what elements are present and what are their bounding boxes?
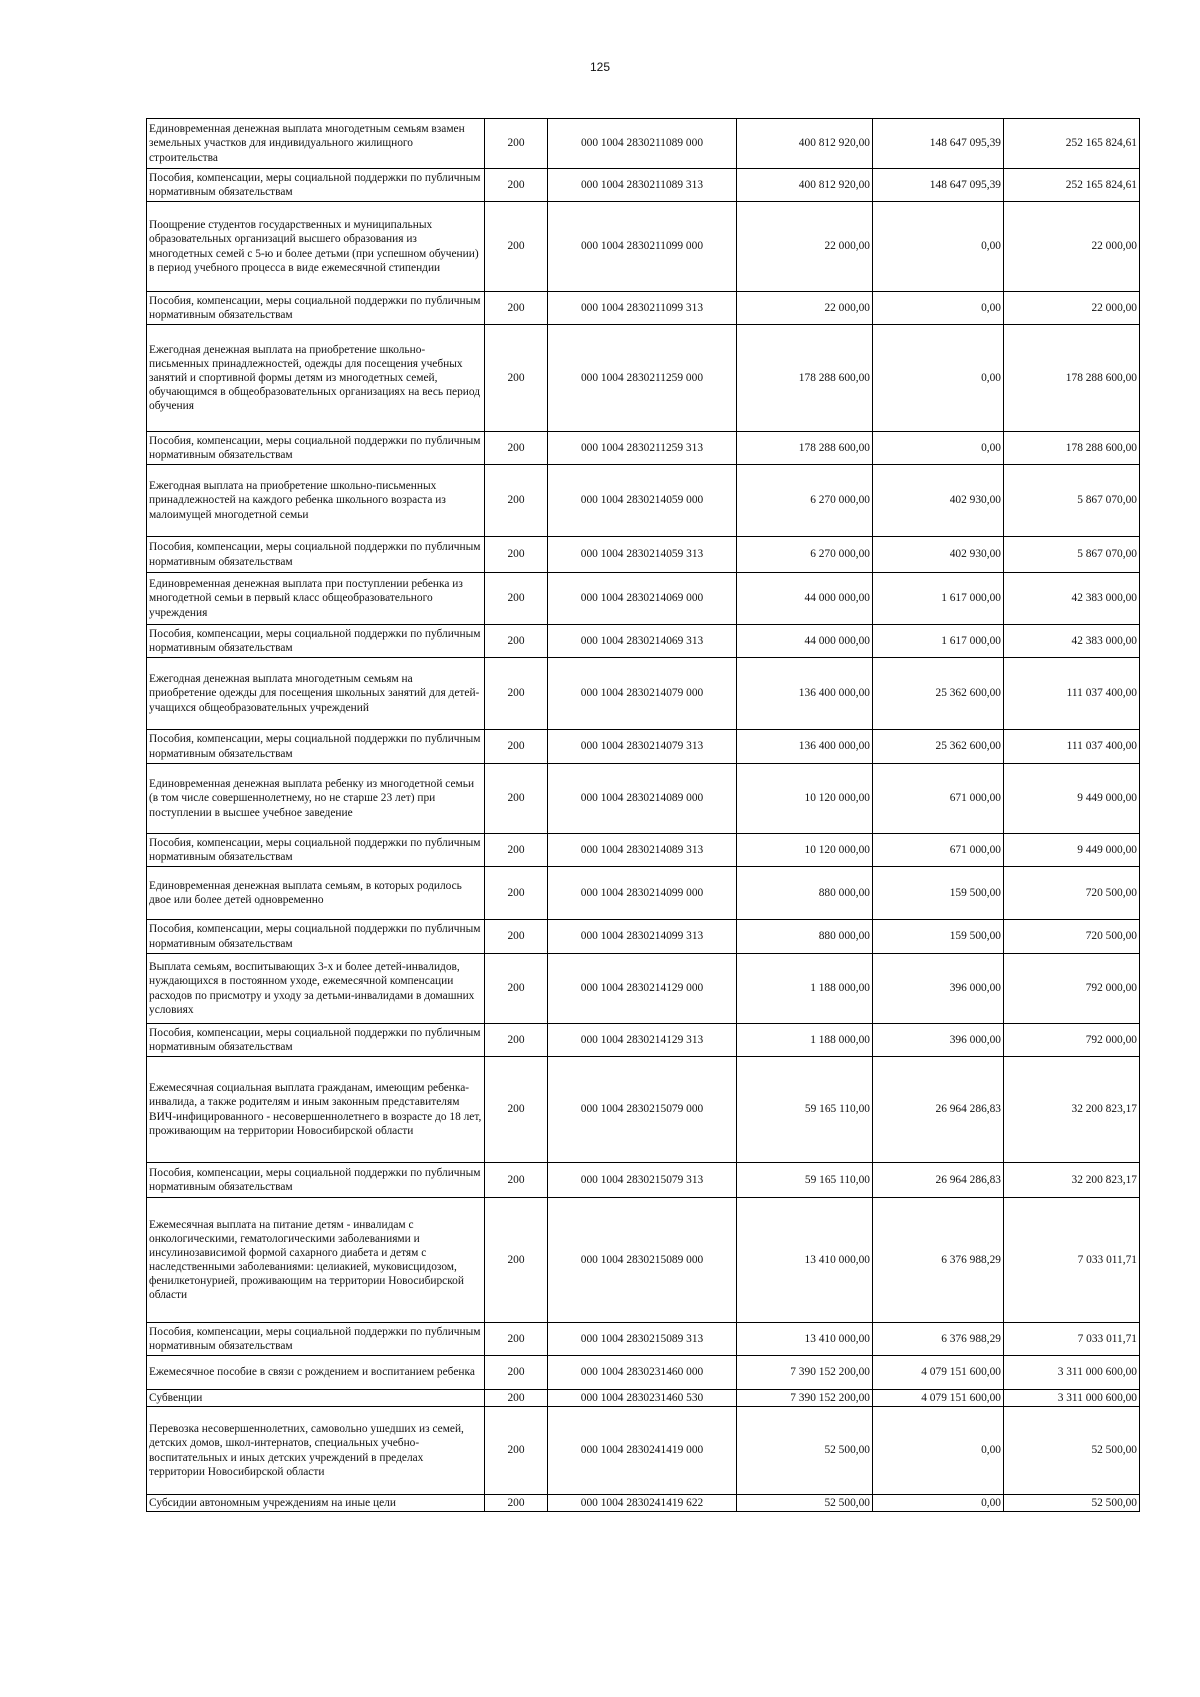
row-remaining: 52 500,00 [1004,1495,1140,1512]
row-kbk: 000 1004 2830231460 530 [548,1390,737,1407]
row-code: 200 [485,658,548,730]
row-code: 200 [485,1356,548,1390]
row-kbk: 000 1004 2830211089 313 [548,169,737,202]
row-planned: 1 188 000,00 [737,1024,873,1057]
row-kbk: 000 1004 2830211099 313 [548,292,737,325]
row-planned: 10 120 000,00 [737,764,873,834]
row-name: Пособия, компенсации, меры социальной поддержки по публичным нормативным обязательствам [147,834,485,867]
row-remaining: 111 037 400,00 [1004,730,1140,764]
row-code: 200 [485,1057,548,1163]
row-name: Пособия, компенсации, меры социальной поддержки по публичным нормативным обязательствам [147,292,485,325]
row-executed: 671 000,00 [873,834,1004,867]
row-code: 200 [485,764,548,834]
row-kbk: 000 1004 2830214129 000 [548,954,737,1024]
row-kbk: 000 1004 2830214089 313 [548,834,737,867]
table-row [147,119,1140,169]
row-executed: 402 930,00 [873,537,1004,573]
row-remaining: 22 000,00 [1004,292,1140,325]
row-kbk: 000 1004 2830215089 313 [548,1323,737,1356]
row-remaining: 720 500,00 [1004,920,1140,954]
row-remaining: 5 867 070,00 [1004,465,1140,537]
table-row [147,465,1140,537]
page-number: 125 [589,60,611,74]
row-remaining: 9 449 000,00 [1004,834,1140,867]
table-row [147,954,1140,1024]
row-remaining: 5 867 070,00 [1004,537,1140,573]
row-executed: 25 362 600,00 [873,730,1004,764]
row-planned: 7 390 152 200,00 [737,1390,873,1407]
row-kbk: 000 1004 2830214079 000 [548,658,737,730]
row-code: 200 [485,432,548,465]
row-code: 200 [485,867,548,920]
row-remaining: 7 033 011,71 [1004,1198,1140,1323]
row-executed: 671 000,00 [873,764,1004,834]
row-remaining: 792 000,00 [1004,1024,1140,1057]
table-row [147,432,1140,465]
row-executed: 25 362 600,00 [873,658,1004,730]
row-kbk: 000 1004 2830214059 000 [548,465,737,537]
row-name: Пособия, компенсации, меры социальной поддержки по публичным нормативным обязательствам [147,432,485,465]
row-remaining: 52 500,00 [1004,1407,1140,1495]
row-remaining: 720 500,00 [1004,867,1140,920]
table-row [147,834,1140,867]
table-row [147,1390,1140,1407]
row-remaining: 252 165 824,61 [1004,119,1140,169]
row-name: Ежемесячная социальная выплата гражданам, имеющим ребенка-инвалида, а также родителям и иным законным представителям ВИЧ-инфицированного - несовершеннолетнего в возрасте до 18 лет, проживающим на территории Новосибирской области [147,1057,485,1163]
row-code: 200 [485,573,548,625]
row-remaining: 7 033 011,71 [1004,1323,1140,1356]
row-kbk: 000 1004 2830214079 313 [548,730,737,764]
row-name: Пособия, компенсации, меры социальной поддержки по публичным нормативным обязательствам [147,1163,485,1198]
row-name: Пособия, компенсации, меры социальной поддержки по публичным нормативным обязательствам [147,625,485,658]
table-row [147,1356,1140,1390]
row-name: Пособия, компенсации, меры социальной поддержки по публичным нормативным обязательствам [147,920,485,954]
row-executed: 1 617 000,00 [873,625,1004,658]
row-remaining: 252 165 824,61 [1004,169,1140,202]
table-row [147,169,1140,202]
table-row [147,764,1140,834]
table-row [147,920,1140,954]
row-code: 200 [485,325,548,432]
row-code: 200 [485,169,548,202]
row-code: 200 [485,537,548,573]
row-planned: 10 120 000,00 [737,834,873,867]
row-code: 200 [485,730,548,764]
row-executed: 0,00 [873,202,1004,292]
row-planned: 1 188 000,00 [737,954,873,1024]
row-remaining: 22 000,00 [1004,202,1140,292]
row-planned: 22 000,00 [737,202,873,292]
row-executed: 148 647 095,39 [873,119,1004,169]
row-planned: 136 400 000,00 [737,658,873,730]
row-code: 200 [485,1198,548,1323]
table-row [147,1495,1140,1512]
row-name: Единовременная денежная выплата ребенку из многодетной семьи (в том числе совершеннолетнему, но не старше 23 лет) при поступлении в высшее учебное заведение [147,764,485,834]
row-planned: 59 165 110,00 [737,1057,873,1163]
table-row [147,730,1140,764]
row-executed: 4 079 151 600,00 [873,1390,1004,1407]
row-kbk: 000 1004 2830214129 313 [548,1024,737,1057]
row-name: Единовременная денежная выплата при поступлении ребенка из многодетной семьи в первый класс общеобразовательного учреждения [147,573,485,625]
row-kbk: 000 1004 2830214089 000 [548,764,737,834]
row-remaining: 42 383 000,00 [1004,573,1140,625]
row-executed: 148 647 095,39 [873,169,1004,202]
row-remaining: 3 311 000 600,00 [1004,1390,1140,1407]
row-planned: 178 288 600,00 [737,432,873,465]
table-row [147,1198,1140,1323]
row-code: 200 [485,954,548,1024]
table-row [147,1407,1140,1495]
row-kbk: 000 1004 2830214099 000 [548,867,737,920]
table-row [147,202,1140,292]
row-kbk: 000 1004 2830214069 000 [548,573,737,625]
row-executed: 26 964 286,83 [873,1057,1004,1163]
row-remaining: 42 383 000,00 [1004,625,1140,658]
row-executed: 402 930,00 [873,465,1004,537]
row-code: 200 [485,119,548,169]
row-kbk: 000 1004 2830214099 313 [548,920,737,954]
table-row [147,325,1140,432]
row-planned: 400 812 920,00 [737,169,873,202]
row-code: 200 [485,1407,548,1495]
row-planned: 13 410 000,00 [737,1323,873,1356]
table-row [147,867,1140,920]
row-kbk: 000 1004 2830211259 000 [548,325,737,432]
row-code: 200 [485,1390,548,1407]
row-kbk: 000 1004 2830215089 000 [548,1198,737,1323]
budget-execution-table [146,118,1140,1512]
row-remaining: 32 200 823,17 [1004,1163,1140,1198]
row-code: 200 [485,834,548,867]
row-name: Единовременная денежная выплата семьям, в которых родилось двое или более детей одновременно [147,867,485,920]
row-kbk: 000 1004 2830211259 313 [548,432,737,465]
row-name: Ежегодная выплата на приобретение школьно-письменных принадлежностей на каждого ребенка школьного возраста из малоимущей многодетной семьи [147,465,485,537]
table-body [147,119,1140,1512]
row-executed: 26 964 286,83 [873,1163,1004,1198]
row-planned: 44 000 000,00 [737,573,873,625]
row-code: 200 [485,920,548,954]
row-kbk: 000 1004 2830211099 000 [548,202,737,292]
row-kbk: 000 1004 2830231460 000 [548,1356,737,1390]
row-planned: 59 165 110,00 [737,1163,873,1198]
row-planned: 6 270 000,00 [737,465,873,537]
row-planned: 13 410 000,00 [737,1198,873,1323]
row-remaining: 178 288 600,00 [1004,325,1140,432]
row-code: 200 [485,1495,548,1512]
row-executed: 0,00 [873,1407,1004,1495]
row-name: Поощрение студентов государственных и муниципальных образовательных организаций высшего образования из многодетных семей с 5-ю и более детьми (при успешном обучении) в период учебного процесса в виде ежемесячной стипендии [147,202,485,292]
row-executed: 159 500,00 [873,920,1004,954]
row-executed: 0,00 [873,1495,1004,1512]
row-remaining: 792 000,00 [1004,954,1140,1024]
row-remaining: 9 449 000,00 [1004,764,1140,834]
row-planned: 52 500,00 [737,1495,873,1512]
row-planned: 400 812 920,00 [737,119,873,169]
table-row [147,292,1140,325]
row-name: Пособия, компенсации, меры социальной поддержки по публичным нормативным обязательствам [147,730,485,764]
row-kbk: 000 1004 2830215079 000 [548,1057,737,1163]
row-planned: 880 000,00 [737,867,873,920]
table-row [147,1323,1140,1356]
row-planned: 178 288 600,00 [737,325,873,432]
row-executed: 0,00 [873,292,1004,325]
row-executed: 0,00 [873,325,1004,432]
row-kbk: 000 1004 2830214059 313 [548,537,737,573]
row-planned: 52 500,00 [737,1407,873,1495]
row-planned: 880 000,00 [737,920,873,954]
row-code: 200 [485,1323,548,1356]
row-remaining: 32 200 823,17 [1004,1057,1140,1163]
table-row [147,625,1140,658]
row-name: Ежемесячная выплата на питание детям - инвалидам с онкологическими, гематологическими заболеваниями и инсулинозависимой формой сахарного диабета и детям с наследственными заболеваниями: целиакией, муковисцидозом, фенилкетонурией, проживающим на территории Новосибирской области [147,1198,485,1323]
row-executed: 396 000,00 [873,1024,1004,1057]
row-name: Перевозка несовершеннолетних, самовольно ушедших из семей, детских домов, школ-интернатов, специальных учебно-воспитательных и иных детских учреждений в пределах территории Новосибирской области [147,1407,485,1495]
row-code: 200 [485,1024,548,1057]
row-remaining: 178 288 600,00 [1004,432,1140,465]
row-executed: 396 000,00 [873,954,1004,1024]
row-name: Пособия, компенсации, меры социальной поддержки по публичным нормативным обязательствам [147,1024,485,1057]
row-name: Субвенции [147,1390,485,1407]
row-kbk: 000 1004 2830241419 000 [548,1407,737,1495]
row-name: Ежемесячное пособие в связи с рождением и воспитанием ребенка [147,1356,485,1390]
row-code: 200 [485,292,548,325]
row-planned: 22 000,00 [737,292,873,325]
table-row [147,1163,1140,1198]
row-name: Пособия, компенсации, меры социальной поддержки по публичным нормативным обязательствам [147,537,485,573]
row-remaining: 3 311 000 600,00 [1004,1356,1140,1390]
row-name: Субсидии автономным учреждениям на иные цели [147,1495,485,1512]
row-name: Ежегодная денежная выплата на приобретение школьно-письменных принадлежностей, одежды для посещения учебных занятий и спортивной формы детям из многодетных семей, обучающимся в общеобразовательных организациях на весь период обучения [147,325,485,432]
row-kbk: 000 1004 2830214069 313 [548,625,737,658]
table-row [147,658,1140,730]
table-row [147,537,1140,573]
row-executed: 159 500,00 [873,867,1004,920]
table-row [147,1057,1140,1163]
row-remaining: 111 037 400,00 [1004,658,1140,730]
row-name: Ежегодная денежная выплата многодетным семьям на приобретение одежды для посещения школьных занятий для детей-учащихся общеобразовательных учреждений [147,658,485,730]
table-row [147,1024,1140,1057]
row-kbk: 000 1004 2830241419 622 [548,1495,737,1512]
row-planned: 7 390 152 200,00 [737,1356,873,1390]
row-name: Пособия, компенсации, меры социальной поддержки по публичным нормативным обязательствам [147,169,485,202]
row-planned: 6 270 000,00 [737,537,873,573]
row-kbk: 000 1004 2830211089 000 [548,119,737,169]
row-code: 200 [485,465,548,537]
row-executed: 1 617 000,00 [873,573,1004,625]
row-name: Пособия, компенсации, меры социальной поддержки по публичным нормативным обязательствам [147,1323,485,1356]
row-executed: 4 079 151 600,00 [873,1356,1004,1390]
row-planned: 136 400 000,00 [737,730,873,764]
row-name: Выплата семьям, воспитывающих 3-х и более детей-инвалидов, нуждающихся в постоянном уходе, ежемесячной компенсации расходов по присмотру и уходу за детьми-инвалидами в домашних условиях [147,954,485,1024]
row-name: Единовременная денежная выплата многодетным семьям взамен земельных участков для индивидуального жилищного строительства [147,119,485,169]
table-row [147,573,1140,625]
row-kbk: 000 1004 2830215079 313 [548,1163,737,1198]
row-executed: 6 376 988,29 [873,1198,1004,1323]
row-executed: 0,00 [873,432,1004,465]
row-executed: 6 376 988,29 [873,1323,1004,1356]
row-code: 200 [485,625,548,658]
row-code: 200 [485,202,548,292]
row-planned: 44 000 000,00 [737,625,873,658]
row-code: 200 [485,1163,548,1198]
